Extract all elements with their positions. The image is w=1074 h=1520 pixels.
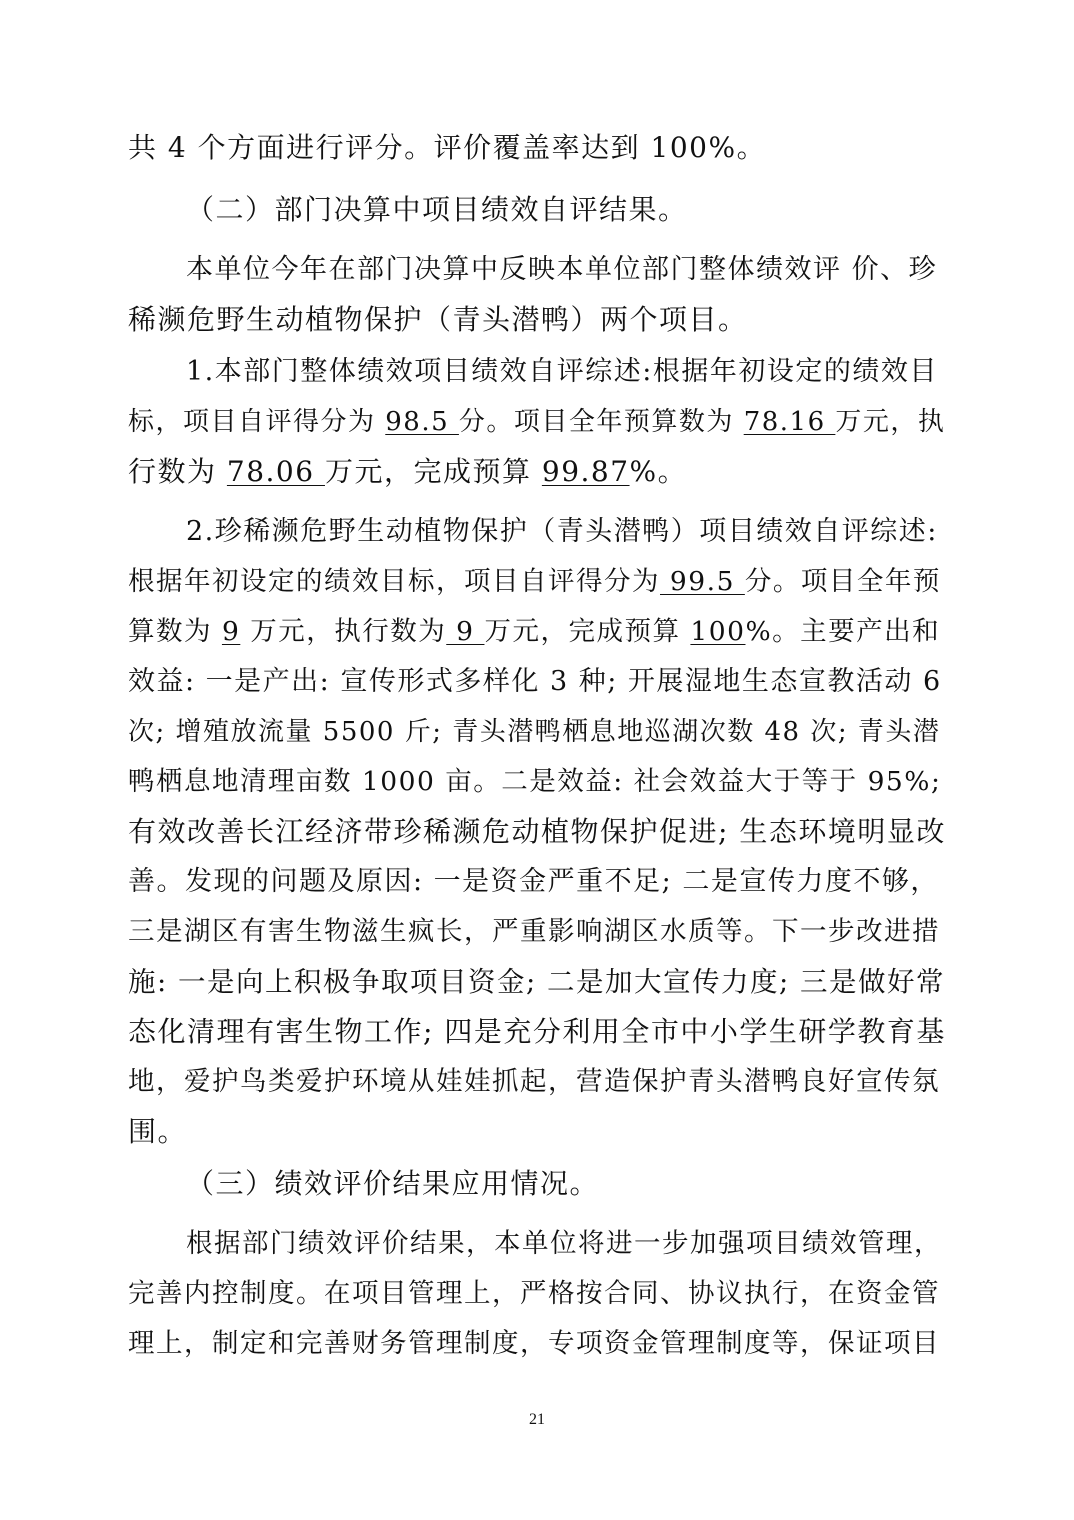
- text-line: [128, 452, 687, 492]
- underlined-value: 78.06: [226, 455, 325, 488]
- underlined-value: 99.5: [660, 566, 745, 597]
- text-segment: 万元，执: [835, 407, 946, 437]
- section-heading: [186, 1164, 599, 1204]
- underlined-value: 9: [221, 616, 241, 647]
- text-segment: 分。项目全年预算数为: [458, 407, 744, 437]
- text-line: [128, 402, 945, 442]
- text-segment: 算数为: [128, 616, 222, 647]
- section-heading: [186, 190, 688, 230]
- text-segment: 1.本部门整体绩效项目绩效自评综述:根据年初设定的绩效目: [186, 356, 938, 387]
- text-line: [128, 128, 766, 168]
- text-segment: 效益: 一是产出: 宣传形式多样化 3 种; 开展湿地生态宣教活动 6: [128, 666, 942, 697]
- text-segment: （三）绩效评价结果应用情况。: [186, 1167, 600, 1200]
- text-line: [186, 512, 938, 552]
- text-segment: 次; 增殖放流量 5500 斤; 青头潜鸭栖息地巡湖次数 48 次; 青头潜: [128, 717, 941, 747]
- text-line: [128, 1012, 946, 1052]
- text-segment: 行数为: [128, 455, 227, 488]
- text-segment: 稀濒危野生动植物保护（青头潜鸭）两个项目。: [128, 303, 748, 336]
- text-line: [128, 300, 748, 340]
- text-line: [128, 1112, 187, 1152]
- text-segment: %。主要产出和: [745, 616, 941, 647]
- text-line: [128, 612, 940, 652]
- text-segment: 万元，完成预算: [484, 616, 691, 647]
- text-line: [128, 962, 945, 1002]
- text-segment: 地，爱护鸟类爱护环境从娃娃抓起，营造保护青头潜鸭良好宣传氛: [128, 1066, 940, 1097]
- text-segment: 2.珍稀濒危野生动植物保护（青头潜鸭）项目绩效自评综述:: [186, 516, 938, 547]
- text-line: [186, 250, 937, 290]
- text-segment: 根据部门绩效评价结果，本单位将进一步加强项目绩效管理，: [186, 1228, 942, 1259]
- text-segment: 理上，制定和完善财务管理制度，专项资金管理制度等，保证项目: [128, 1328, 940, 1359]
- text-line: [128, 712, 940, 752]
- text-line: [128, 862, 939, 902]
- text-segment: 三是湖区有害生物滋生疯长，严重影响湖区水质等。下一步改进措: [128, 916, 940, 947]
- text-line: [128, 662, 942, 702]
- text-line: [186, 352, 938, 392]
- text-line: [128, 912, 940, 952]
- text-line: [128, 812, 946, 852]
- text-segment: 完善内控制度。在项目管理上，严格按合同、协议执行，在资金管: [128, 1278, 940, 1309]
- text-line: [128, 762, 941, 802]
- text-segment: （二）部门决算中项目绩效自评结果。: [186, 193, 688, 226]
- text-segment: 万元，执行数为: [240, 616, 447, 647]
- text-segment: 善。发现的问题及原因: 一是资金严重不足; 二是宣传力度不够，: [128, 866, 939, 897]
- text-line: [128, 1062, 940, 1102]
- text-segment: 分。项目全年预: [744, 566, 941, 597]
- text-segment: 施: 一是向上积极争取项目资金; 二是加大宣传力度; 三是做好常: [128, 966, 946, 998]
- underlined-value: 78.16: [743, 407, 836, 437]
- text-segment: 本单位今年在部门决算中反映本单位部门整体绩效评 价、珍: [186, 254, 938, 285]
- text-segment: 标，项目自评得分为: [128, 407, 386, 437]
- text-segment: 有效改善长江经济带珍稀濒危动植物保护促进; 生态环境明显改: [128, 815, 946, 848]
- underlined-value: 100: [690, 616, 746, 647]
- text-segment: 围。: [128, 1115, 188, 1148]
- text-segment: %。: [629, 455, 688, 488]
- text-segment: 共 4 个方面进行评分。评价覆盖率达到 100%。: [128, 131, 767, 164]
- underlined-value: 9: [446, 616, 485, 647]
- text-segment: 态化清理有害生物工作; 四是充分利用全市中小学生研学教育基: [128, 1015, 946, 1048]
- text-segment: 鸭栖息地清理亩数 1000 亩。二是效益: 社会效益大于等于 95%;: [128, 766, 942, 797]
- text-line: [128, 1324, 940, 1364]
- text-segment: 万元，完成预算: [324, 455, 542, 488]
- underlined-value: 99.87: [541, 455, 630, 488]
- underlined-value: 98.5: [385, 407, 459, 437]
- text-segment: 根据年初设定的绩效目标，项目自评得分为: [128, 566, 660, 597]
- text-line: [186, 1224, 942, 1264]
- text-line: [128, 562, 941, 602]
- page-number: 21: [529, 1411, 545, 1428]
- text-line: [128, 1274, 940, 1314]
